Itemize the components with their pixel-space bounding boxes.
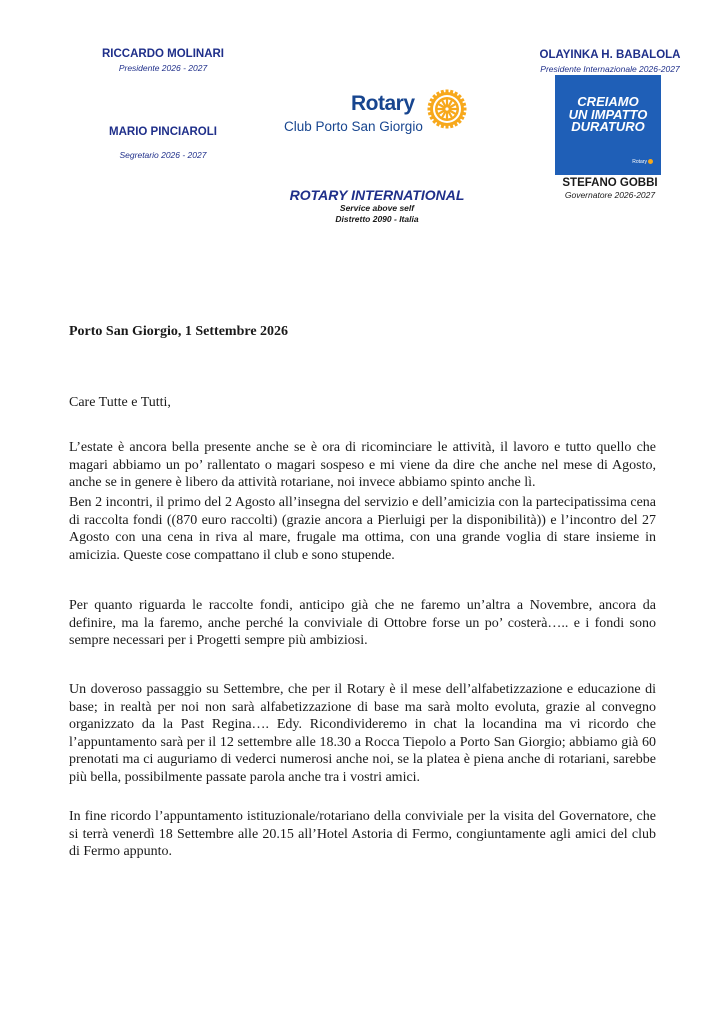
- theme-line: UN IMPATTO: [568, 106, 648, 122]
- rotary-wheel-icon: [425, 87, 469, 131]
- body-paragraph: Ben 2 incontri, il primo del 2 Agosto all’insegna del servizio e dell’amicizia con la partecipatissima cena di raccolta fondi ((870 euro raccolti) (grazie ancora a Pierluigi per la disponibilità)) e l’incontro del 27 Agosto con una cena in riva al mare, frugale ma ottima, con una grande voglia di stare insieme in amicizia. Queste cose compattano il club e sono stupende.: [69, 495, 656, 563]
- theme-line: CREIAMO: [577, 94, 639, 109]
- president-block: [78, 48, 248, 73]
- logo-club-name: Club Porto San Giorgio: [284, 119, 423, 134]
- date-line: Porto San Giorgio, 1 Settembre 2026: [69, 324, 289, 339]
- president-role: Presidente 2026 - 2027: [118, 63, 208, 73]
- secretary-role: Segretario 2026 - 2027: [119, 150, 207, 160]
- body-paragraph: Per quanto riguarda le raccolte fondi, anticipo già che ne faremo un’altra a Novembre, ancora da definire, ma la faremo, anche perché la conviviale di Ottobre forse un po’ costerà….. e i fondi sono sempre necessari per i Progetti sempre più ambiziosi.: [69, 598, 656, 649]
- organization-motto: Service above self: [339, 203, 415, 213]
- body-paragraph: In fine ricordo l’appuntamento istituzionale/rotariano della conviviale per la visita del Governatore, che si terrà venerdì 18 Settembre alle 20.15 all’Hotel Astoria di Fermo, congiuntamente agli amici del club di Fermo appunto.: [69, 809, 656, 860]
- international-president-role: Presidente Internazionale 2026-2027: [540, 64, 680, 74]
- greeting: Care Tutte e Tutti,: [69, 395, 171, 410]
- presidential-theme-logo: [555, 75, 661, 175]
- theme-mini-wordmark: Rotary: [632, 159, 647, 165]
- president-name: RICCARDO MOLINARI: [101, 48, 225, 60]
- organization-district: Distretto 2090 - Italia: [335, 214, 419, 224]
- governor-role: Governatore 2026-2027: [564, 190, 656, 200]
- organization-title: ROTARY INTERNATIONAL: [289, 187, 465, 203]
- rotary-club-logo: [284, 86, 474, 138]
- logo-wordmark: Rotary: [351, 92, 415, 115]
- secretary-block: [78, 126, 248, 160]
- governor-name: STEFANO GOBBI: [562, 177, 658, 189]
- international-president-block: [515, 49, 705, 74]
- theme-text: [555, 96, 661, 134]
- theme-mini-logo: [632, 159, 653, 165]
- international-president-name: OLAYINKA H. BABALOLA: [539, 49, 681, 61]
- body-paragraph: L’estate è ancora bella presente anche se è ora di ricominciare le attività, il lavoro e tutto quello che magari abbiamo un po’ rallentato o magari sospeso e mi viene da dire che anche nel mese di Agosto, anche se in genere è libero da attività rotariane, noi invece abbiamo spinto anche lì.: [69, 440, 656, 491]
- body-paragraph: Un doveroso passaggio su Settembre, che per il Rotary è il mese dell’alfabetizzazione e educazione di base; in realtà per noi non sarà alfabetizzazione di base ma sarà molto evoluta, grazie al convegno organizzato da la Past Regina…. Edy. Ricondivideremo in chat la locandina ma vi ricordo che l’appuntamento sarà per il 12 settembre alle 18.30 a Rocca Tiepolo a Porto San Giorgio; abbiamo già 60 prenotati ma ci auguriamo di vederci numerosi anche noi, se la platea è piena anche di rotariani, sarebbe più bella, possibilmente passate parola anche tra i vostri amici.: [69, 682, 656, 785]
- governor-block: [515, 177, 705, 200]
- mini-rotary-wheel-icon: [648, 159, 653, 164]
- organization-block: [252, 187, 502, 225]
- secretary-name: MARIO PINCIAROLI: [109, 126, 217, 138]
- theme-line: DURATURO: [571, 119, 645, 134]
